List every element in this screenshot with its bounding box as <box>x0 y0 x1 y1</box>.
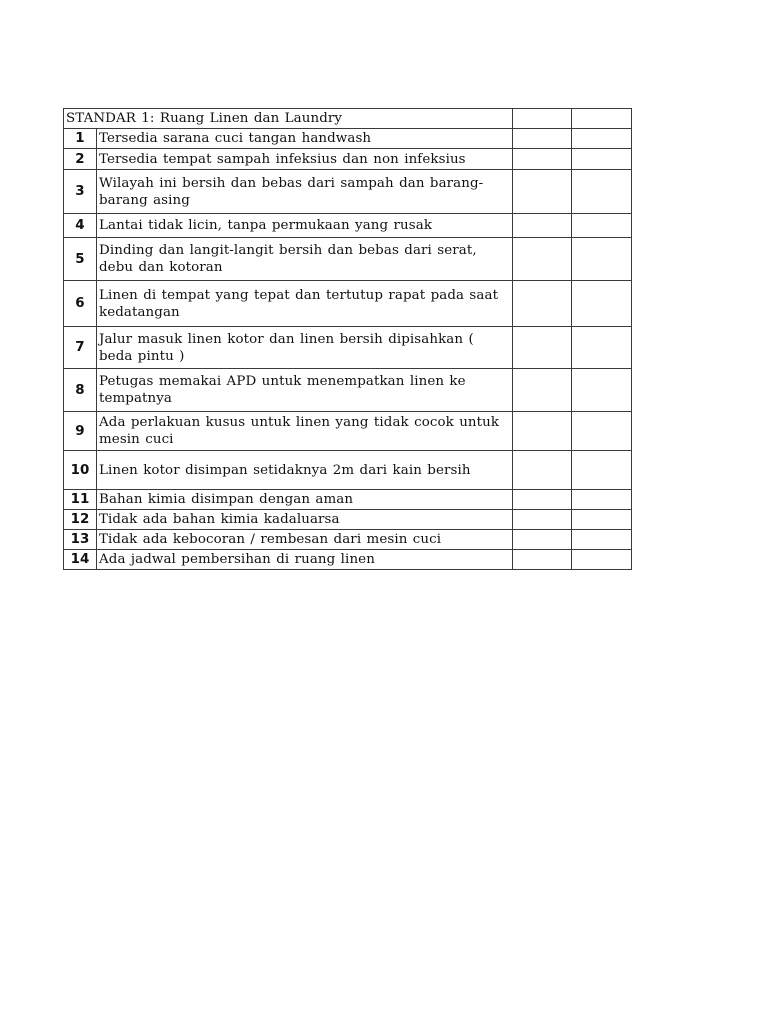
check-cell[interactable] <box>572 550 632 570</box>
table-row <box>64 369 632 412</box>
row-text: Jalur masuk linen kotor dan linen bersih dipisahkan ( beda pintu ) <box>97 327 513 369</box>
check-cell[interactable] <box>572 327 632 369</box>
row-number: 12 <box>64 510 97 530</box>
table-row <box>64 510 632 530</box>
check-cell[interactable] <box>572 109 632 129</box>
table-row <box>64 214 632 238</box>
check-cell[interactable] <box>513 550 572 570</box>
table-row <box>64 550 632 570</box>
check-cell[interactable] <box>513 109 572 129</box>
check-cell[interactable] <box>572 214 632 238</box>
row-number: 10 <box>64 451 97 490</box>
row-text: Linen kotor disimpan setidaknya 2m dari kain bersih <box>97 451 513 490</box>
row-number: 2 <box>64 149 97 170</box>
check-cell[interactable] <box>572 451 632 490</box>
row-text: Ada jadwal pembersihan di ruang linen <box>97 550 513 570</box>
row-text: Bahan kimia disimpan dengan aman <box>97 490 513 510</box>
row-number: 7 <box>64 327 97 369</box>
row-text: Linen di tempat yang tepat dan tertutup rapat pada saat kedatangan <box>97 281 513 327</box>
table-row <box>64 530 632 550</box>
table-row <box>64 170 632 214</box>
row-number: 9 <box>64 412 97 451</box>
row-number: 1 <box>64 129 97 149</box>
row-number: 14 <box>64 550 97 570</box>
check-cell[interactable] <box>572 281 632 327</box>
row-number: 4 <box>64 214 97 238</box>
check-cell[interactable] <box>513 369 572 412</box>
row-number: 13 <box>64 530 97 550</box>
row-text: Tidak ada kebocoran / rembesan dari mesin cuci <box>97 530 513 550</box>
table-row <box>64 149 632 170</box>
table-header-row <box>64 109 632 129</box>
check-cell[interactable] <box>513 238 572 281</box>
row-text: Lantai tidak licin, tanpa permukaan yang rusak <box>97 214 513 238</box>
check-cell[interactable] <box>513 510 572 530</box>
check-cell[interactable] <box>572 170 632 214</box>
check-cell[interactable] <box>513 412 572 451</box>
table-row <box>64 327 632 369</box>
table-row <box>64 281 632 327</box>
check-cell[interactable] <box>572 369 632 412</box>
check-cell[interactable] <box>513 170 572 214</box>
checklist-table <box>63 108 632 570</box>
check-cell[interactable] <box>572 510 632 530</box>
row-text: Wilayah ini bersih dan bebas dari sampah dan barang-barang asing <box>97 170 513 214</box>
row-number: 8 <box>64 369 97 412</box>
check-cell[interactable] <box>572 238 632 281</box>
check-cell[interactable] <box>572 530 632 550</box>
row-text: Tidak ada bahan kimia kadaluarsa <box>97 510 513 530</box>
check-cell[interactable] <box>513 490 572 510</box>
table-row <box>64 490 632 510</box>
row-number: 11 <box>64 490 97 510</box>
row-text: Tersedia sarana cuci tangan handwash <box>97 129 513 149</box>
standard-title: STANDAR 1: Ruang Linen dan Laundry <box>64 109 513 129</box>
table-row <box>64 412 632 451</box>
check-cell[interactable] <box>572 149 632 170</box>
check-cell[interactable] <box>572 412 632 451</box>
row-number: 6 <box>64 281 97 327</box>
check-cell[interactable] <box>513 149 572 170</box>
table-row <box>64 451 632 490</box>
row-number: 5 <box>64 238 97 281</box>
check-cell[interactable] <box>513 530 572 550</box>
row-text: Petugas memakai APD untuk menempatkan linen ke tempatnya <box>97 369 513 412</box>
check-cell[interactable] <box>513 214 572 238</box>
check-cell[interactable] <box>572 129 632 149</box>
check-cell[interactable] <box>513 451 572 490</box>
row-number: 3 <box>64 170 97 214</box>
check-cell[interactable] <box>513 129 572 149</box>
check-cell[interactable] <box>513 327 572 369</box>
row-text: Ada perlakuan kusus untuk linen yang tidak cocok untuk mesin cuci <box>97 412 513 451</box>
check-cell[interactable] <box>572 490 632 510</box>
row-text: Tersedia tempat sampah infeksius dan non infeksius <box>97 149 513 170</box>
check-cell[interactable] <box>513 281 572 327</box>
table-row <box>64 129 632 149</box>
table-row <box>64 238 632 281</box>
row-text: Dinding dan langit-langit bersih dan bebas dari serat, debu dan kotoran <box>97 238 513 281</box>
